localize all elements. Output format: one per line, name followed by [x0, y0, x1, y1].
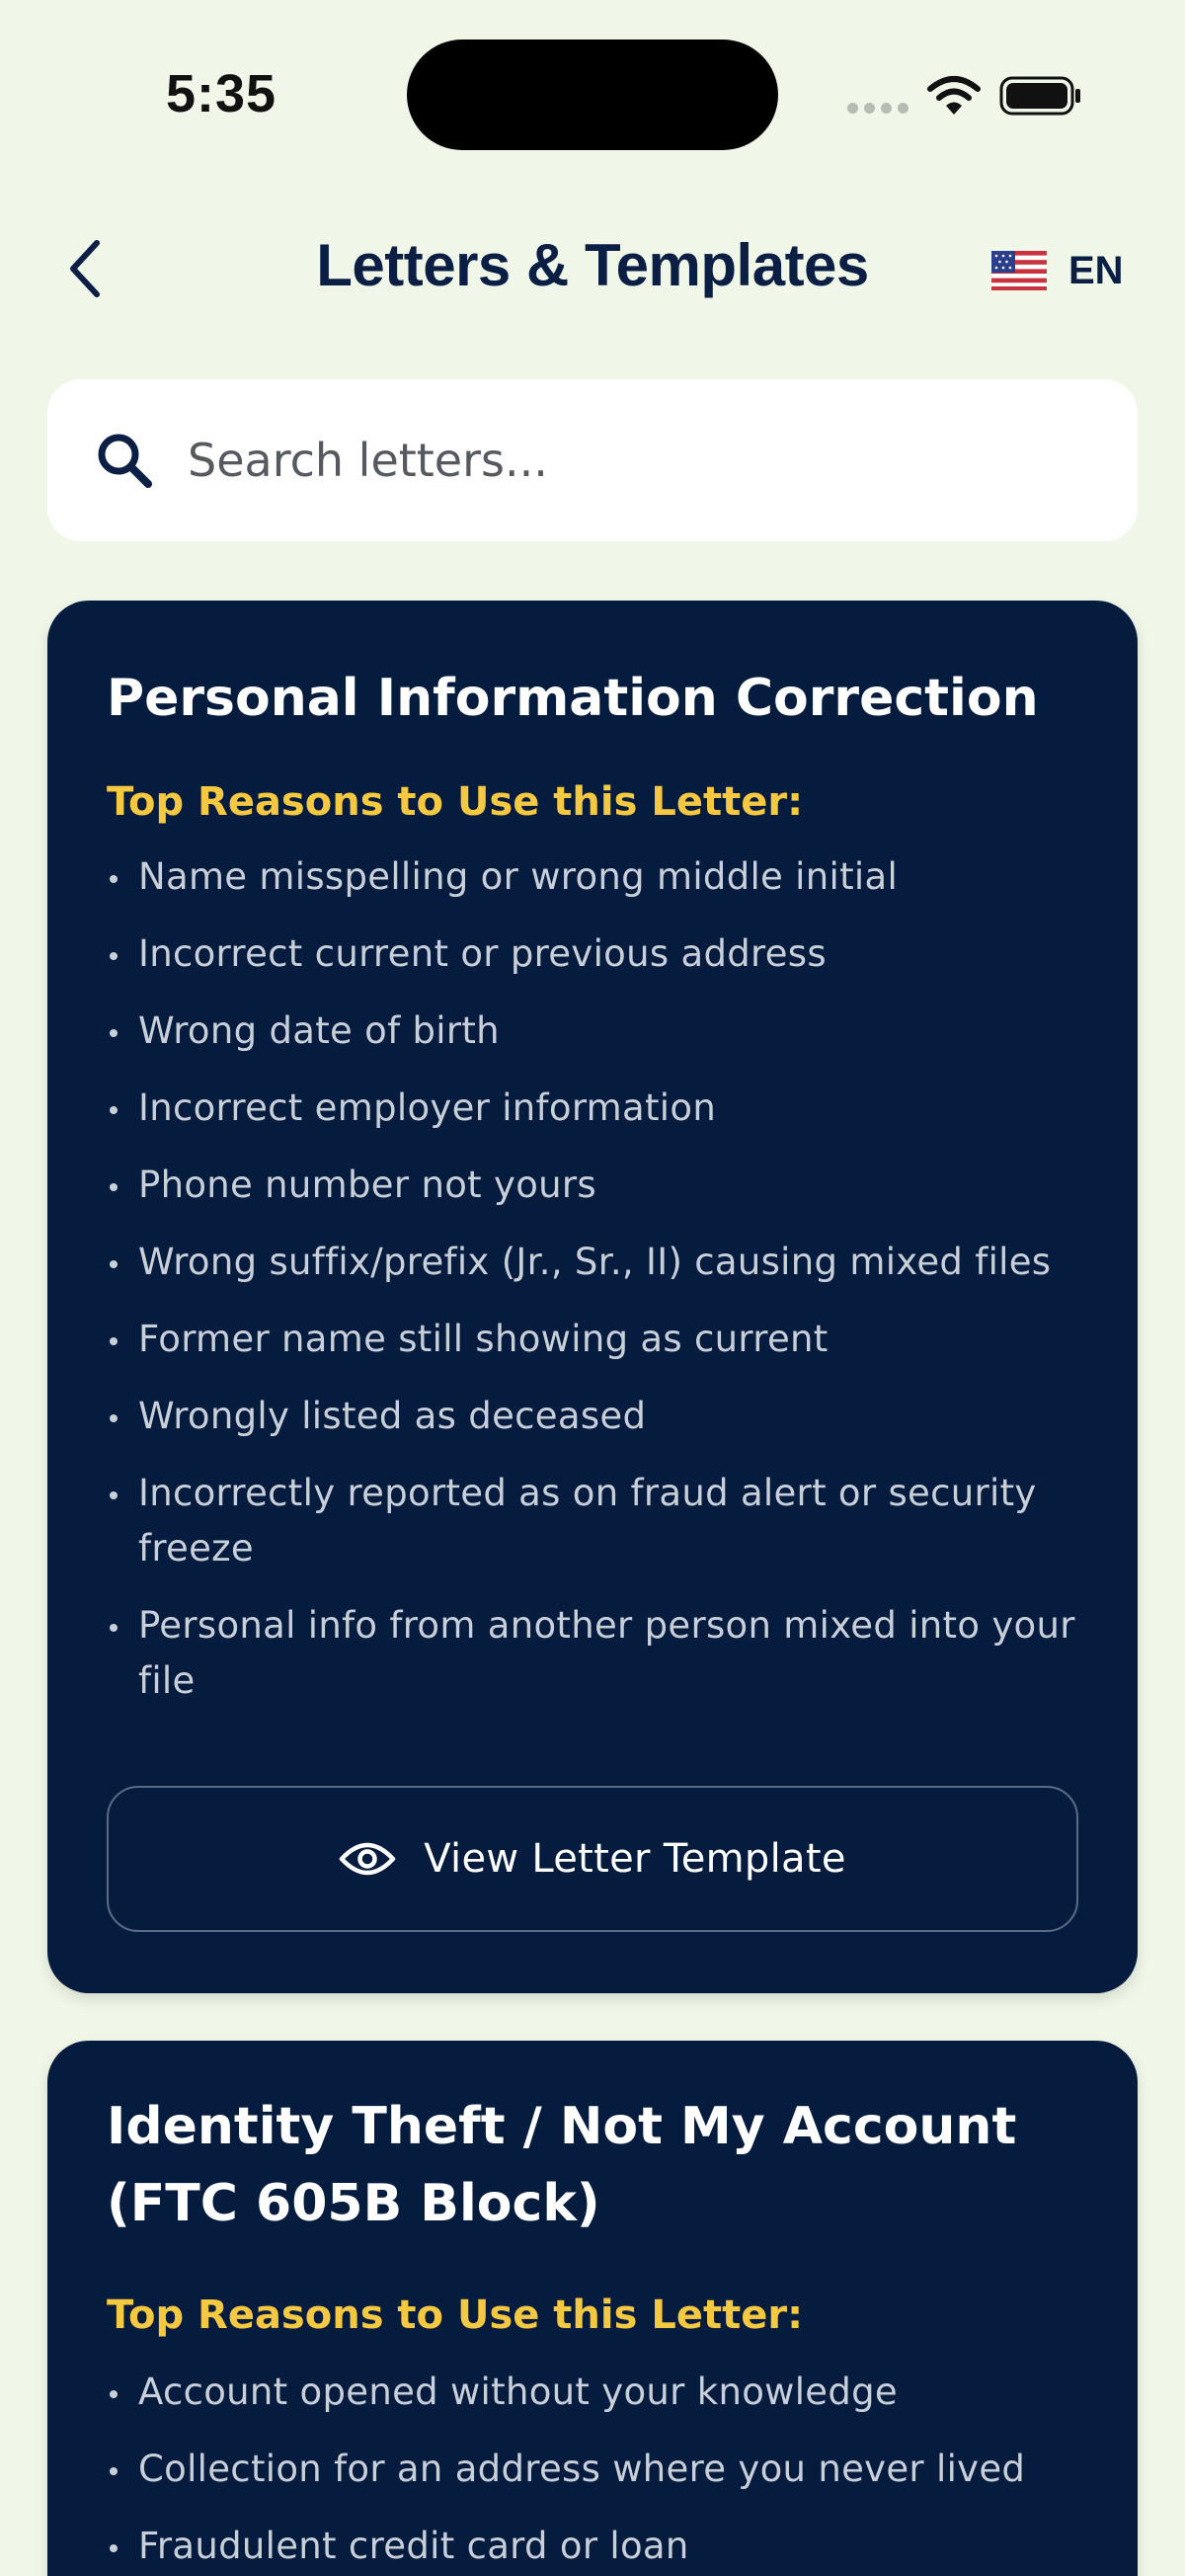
letter-card-identity-theft [47, 2041, 1138, 2576]
status-time: 5:35 [166, 64, 277, 123]
reason-item: Incorrectly reported as on fraud alert or security freeze [107, 1466, 1078, 1576]
reason-item: Wrong date of birth [107, 1004, 1078, 1059]
eye-icon [339, 1839, 396, 1879]
reason-item: Personal info from another person mixed into your file [107, 1598, 1078, 1709]
us-flag-icon [991, 251, 1047, 290]
reason-item: Phone number not yours [107, 1158, 1078, 1213]
view-letter-template-button[interactable] [107, 1786, 1078, 1932]
reasons-heading: Top Reasons to Use this Letter: [107, 779, 804, 825]
reason-item: Former name still showing as current [107, 1312, 1078, 1367]
letter-card-personal-information-correction [47, 601, 1138, 1993]
reasons-list [107, 849, 1078, 1731]
search-input[interactable] [188, 434, 1057, 487]
wifi-icon [926, 75, 982, 117]
reason-item: Name misspelling or wrong middle initial [107, 849, 1078, 905]
cellular-signal-icon [847, 103, 908, 114]
reason-item: Wrong suffix/prefix (Jr., Sr., II) causing mixed files [107, 1235, 1078, 1290]
dynamic-island [407, 40, 778, 150]
reason-item: Wrongly listed as deceased [107, 1389, 1078, 1444]
view-letter-template-label: View Letter Template [424, 1836, 846, 1882]
search-icon [89, 425, 160, 496]
language-code: EN [1068, 248, 1124, 292]
reasons-list [107, 2365, 1078, 2576]
status-bar [0, 0, 1185, 188]
letter-title: Identity Theft / Not My Account (FTC 605B Block) [107, 2097, 1017, 2233]
battery-icon [999, 75, 1082, 117]
reason-item: Account opened without your knowledge [107, 2365, 1078, 2420]
language-selector[interactable] [991, 243, 1124, 298]
header [0, 207, 1185, 326]
page-title: Letters & Templates [316, 232, 869, 298]
reason-item: Incorrect current or previous address [107, 926, 1078, 982]
reason-item: Fraudulent credit card or loan [107, 2519, 1078, 2574]
search-box [47, 379, 1138, 541]
reasons-heading: Top Reasons to Use this Letter: [107, 2293, 804, 2338]
reason-item: Incorrect employer information [107, 1081, 1078, 1136]
reason-item: Collection for an address where you never lived [107, 2442, 1078, 2497]
letter-title: Personal Information Correction [107, 669, 1039, 728]
